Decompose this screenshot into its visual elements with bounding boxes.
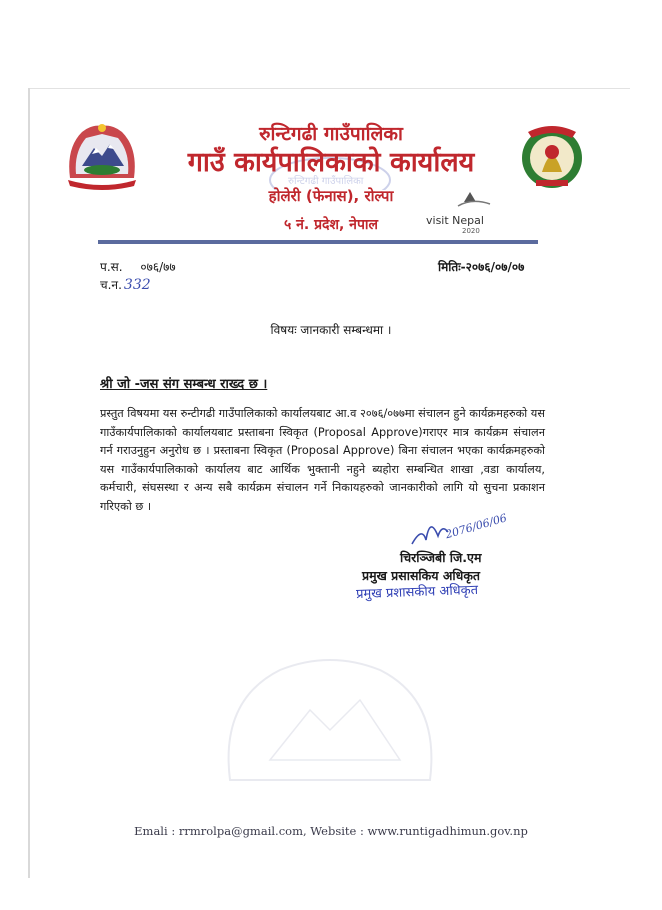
scan-edge: [28, 88, 30, 878]
cn-handwritten-value: 332: [123, 277, 151, 293]
subject-line: विषयः जानकारी सम्बन्धमा ।: [270, 323, 392, 337]
footer-contact: Emali : rrmrolpa@gmail.com, Website : www.runtigadhimun.gov.np: [134, 824, 528, 838]
cn-label: च.न.: [100, 278, 122, 292]
signatory-title: प्रमुख प्रसासकिय अधिकृत: [362, 568, 481, 583]
province-line: ५ नं. प्रदेश, नेपाल: [283, 217, 379, 233]
letter-date: मितिः-२०७६/०७/०७: [438, 260, 525, 274]
faint-emblem-watermark-icon: [200, 640, 460, 790]
visit-nepal-logo-icon: [424, 188, 504, 234]
handwritten-signature-icon: [408, 506, 518, 550]
recipient-line: श्री जो -जस संग सम्बन्ध राख्द छ ।: [100, 377, 268, 392]
watermark-text: रुन्टिगढी गाउँपालिका: [288, 176, 364, 187]
scan-top-edge: [30, 88, 630, 89]
signatory-name: चिरञ्जिबी जि.एम: [400, 550, 482, 565]
official-stamp: प्रमुख प्रशासकीय अधिकृत: [355, 582, 479, 603]
office-title: गाउँ कार्यपालिकाको कार्यालय: [187, 147, 475, 178]
header-rule: [98, 240, 538, 244]
signature-date-note: 2076/06/06: [443, 511, 509, 542]
ps-label: प.स.: [100, 260, 123, 274]
visit-nepal-text: visit Nepal: [426, 214, 484, 227]
municipality-name: रुन्टिगढी गाउँपालिका: [259, 123, 403, 145]
visit-nepal-year: 2020: [462, 227, 480, 234]
reference-cn: [100, 276, 151, 293]
letter-body: प्रस्तुत विषयमा यस रुन्टीगढी गाउँपालिकाको कार्यालयबाट आ.व २०७६/०७७मा संचालन हुने कार्यक्रमहरुको यस गाउँकार्यपालिकाको कार्यालयबाट प्रस्ताबना स्विकृत (Proposal Approve)गराएर मात्र कार्यक्रम संचालन गर्न गराउनुहुन अनुरोध छ । प्रस्ताबना स्विकृत (Proposal Approve) बिना संचालन भएका कार्यक्रमहरुको यस गाउँकार्यपालिकाको कार्यालय बाट आर्थिक भुक्तानी नहुने ब्यहोरा सम्बन्धित शाखा ,वडा कार्यालय, कर्मचारी, संघसस्था र अन्य सबै कार्यक्रम संचालन गर्ने निकायहरुको जानकारीको लागि यो सुचना प्रकाशन गरिएको छ ।: [100, 407, 545, 513]
office-address: होलेरी (फेनास), रोल्पा: [268, 187, 394, 205]
ps-value: ०७६/७७: [140, 260, 176, 274]
reference-ps: [100, 258, 176, 275]
